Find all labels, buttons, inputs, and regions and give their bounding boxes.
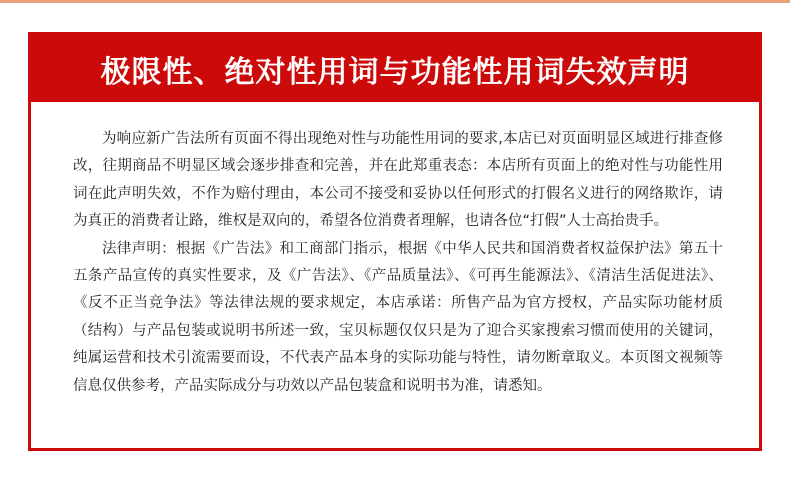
notice-header-banner bbox=[31, 35, 759, 102]
notice-body bbox=[31, 102, 759, 400]
notice-paragraph-statement: 为响应新广告法所有页面不得出现绝对性与功能性用词的要求,本店已对页面明显区域进行排查修改，往期商品不明显区域会逐步排查和完善，并在此郑重表态：本店所有页面上的绝对性与功能性用词在此声明失效，不作为赔付理由，本公司不接受和妥协以任何形式的打假名义进行的网络欺诈，请为真正的消费者让路，维权是双向的，希望各位消费者理解，也请各位“打假”人士高抬贵手。 bbox=[73, 131, 723, 230]
notice-title: 极限性、绝对性用词与功能性用词失效声明 bbox=[100, 54, 690, 90]
notice-paragraph-legal: 法律声明：根据《广告法》和工商部门指示，根据《中华人民共和国消费者权益保护法》第五十五条产品宣传的真实性要求，及《广告法》、《产品质量法》、《可再生能源法》、《清洁生活促进法》、《反不正当竞争法》等法律法规的要求规定，本店承诺：所售产品为官方授权，产品实际功能材质（结构）与产品包装或说明书所述一致，宝贝标题仅仅只是为了迎合买家搜索习惯而使用的关键词，纯属运营和技术引流需要而设，不代表产品本身的实际功能与特性，请勿断章取义。本页图文视频等信息仅供参考，产品实际成分与功效以产品包装盒和说明书为准，请悉知。 bbox=[73, 240, 723, 394]
top-divider-line bbox=[0, 0, 790, 3]
disclaimer-notice-box bbox=[28, 32, 762, 451]
